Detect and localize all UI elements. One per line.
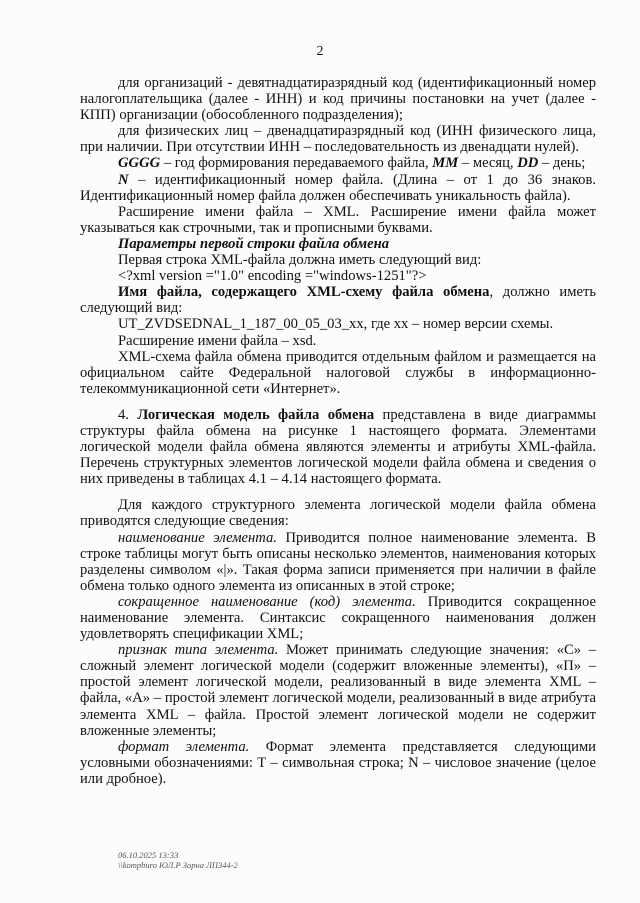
print-footer [118,850,238,870]
paragraph-short-name [80,594,596,642]
paragraph-date-codes [80,155,596,171]
paragraph-organizations: для организаций - девятнадцатиразрядный код (идентификационный номер налогоплательщика (далее - ИНН) и код причины постановки на учет (далее - КПП) организации (обособленного подразделения); [80,75,596,124]
paragraph-extension: Расширение имени файла – XML. Расширение имени файла может указываться как строчными, так и прописными буквами. [80,203,596,236]
term-element-type: признак типа элемента. [118,642,279,659]
paragraph-schema-publish: XML-схема файла обмена приводится отдельным файлом и размещается на официальном сайте Федеральной налоговой службы в информационно-телекоммуникационной сети «Интернет». [80,348,596,397]
print-date: 06.10.2025 13:33 [118,850,179,860]
document-body [80,75,596,787]
text-fragment: – месяц, [458,155,518,172]
print-path: \\kompburo ЮЛ.Р Зорна ЛП344-2 [118,860,238,870]
text-fragment: Приводится полное наименование элемента. В строке таблицы могут быть описаны несколько элементов, наименования которых разделены символом «|». Такая форма записи применяется при наличии в файле обмена только одного элемента из описанных в этой строке; [80,529,596,594]
term-element-format: формат элемента. [118,738,250,755]
text-fragment: , должно иметь следующий вид: [80,284,596,317]
paragraph-element-name [80,530,596,594]
paragraph-first-line: Первая строка XML-файла должна иметь следующий вид: [118,252,482,269]
paragraph-element-info: Для каждого структурного элемента логической модели файла обмена приводятся следующие сведения: [80,497,596,530]
paragraph-file-id [80,172,596,204]
term-element-name: наименование элемента. [118,529,277,546]
paragraph-schema-file: UT_ZVDSEDNAL_1_187_00_05_03_xx, где xx – номер версии схемы. [118,316,554,333]
code-gggg: GGGG [118,155,161,172]
schema-name-heading: Имя файла, содержащего XML-схему файла обмена [118,284,490,301]
section-heading-params: Параметры первой строки файла обмена [118,235,390,252]
paragraph-element-format [80,739,596,787]
text-fragment: Может принимать следующие значения: «С» – сложный элемент логической модели (содержит вложенные элементы), «П» – простой элемент логической модели, реализованный в виде элемента XML – файла, «А» – простой элемент логической модели, реализованный в виде атрибута элемента XML – файла. Простой элемент логической модели не содержит вложенные элементы; [80,642,596,739]
paragraph-element-type [80,642,596,739]
text-fragment: – идентификационный номер файла. (Длина – от 1 до 36 знаков. Идентификационный номер файла должен обеспечивать уникальность файла). [80,171,596,204]
text-fragment: Формат элемента представляется следующими условными обозначениями: Т – символьная строка; N – числовое значение (целое или дробное). [80,738,596,787]
paragraph-schema-name [80,284,596,316]
code-mm: MM [432,155,459,172]
term-short-name: сокращенное наименование (код) элемента. [118,593,416,610]
paragraph-xsd: Расширение имени файла – xsd. [118,332,317,349]
logical-model-heading: Логическая модель файла обмена [137,406,375,423]
code-n: N [118,171,129,188]
text-fragment: представлена в виде диаграммы структуры файла обмена на рисунке 1 настоящего формата. Элементами логической модели файла обмена являются элементы и атрибуты XML-файла. Перечень структурных элементов логической модели файла обмена и сведения о них приведены в таблицах 4.1 – 4.14 настоящего формата. [80,406,596,488]
paragraph-logical-model [80,407,596,487]
section-number: 4. [118,406,138,423]
text-fragment: – день; [538,155,586,172]
page-number: 2 [316,44,324,59]
paragraph-individuals: для физических лиц – двенадцатиразрядный код (ИНН физического лица, при наличии. При отсутствии ИНН – последовательность из двенадцати нулей). [80,123,596,156]
text-fragment: Приводится сокращенное наименование элемента. Синтаксис сокращенного наименования должен удовлетворять спецификации XML; [80,593,596,643]
text-fragment: – год формирования передаваемого файла, [160,155,433,172]
code-dd: DD [517,155,539,172]
xml-declaration: <?xml version ="1.0" encoding ="windows-1251"?> [118,268,427,285]
